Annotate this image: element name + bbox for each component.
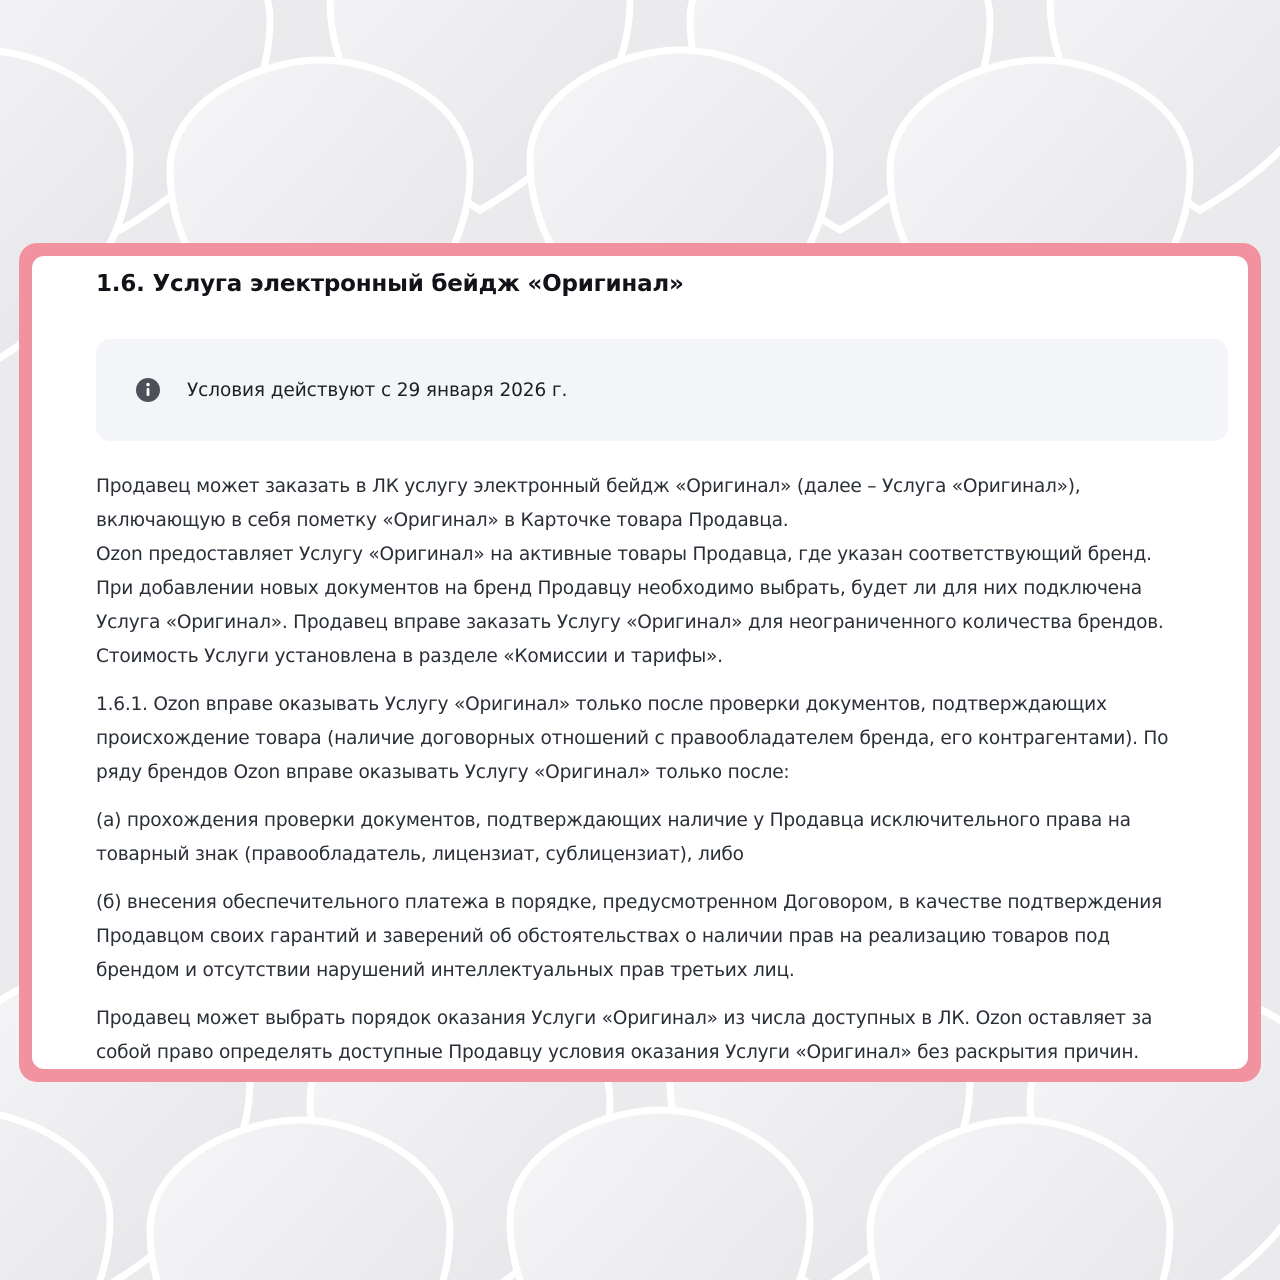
document-body xyxy=(96,470,1231,1069)
text-line: происхождение товара (наличие договорных отношений с правообладателем бренда, его контрагентами). По xyxy=(96,728,1169,749)
text-line: включающую в себя пометку «Оригинал» в Карточке товара Продавца. xyxy=(96,510,789,531)
text-line: брендом и отсутствии нарушений интеллектуальных прав третьих лиц. xyxy=(96,960,795,981)
text-line: товарный знак (правообладатель, лицензиат, сублицензиат), либо xyxy=(96,844,744,865)
paragraph-1-6-1 xyxy=(96,688,1231,790)
section-title: 1.6. Услуга электронный бейдж «Оригинал» xyxy=(96,271,684,297)
document-card xyxy=(32,256,1248,1069)
text-line: Услуга «Оригинал». Продавец вправе заказать Услугу «Оригинал» для неограниченного количества брендов. xyxy=(96,612,1164,633)
text-line: (б) внесения обеспечительного платежа в порядке, предусмотренном Договором, в качестве подтверждения xyxy=(96,892,1162,913)
notice-box xyxy=(96,339,1228,441)
paragraph-intro xyxy=(96,470,1231,674)
paragraph-item-b xyxy=(96,886,1231,988)
card-frame xyxy=(19,243,1261,1082)
text-line: Стоимость Услуги установлена в разделе «Комиссии и тарифы». xyxy=(96,646,723,667)
paragraph-closing xyxy=(96,1002,1231,1069)
notice-text: Условия действуют с 29 января 2026 г. xyxy=(187,379,568,401)
text-line: собой право определять доступные Продавцу условия оказания Услуги «Оригинал» без раскрытия причин. xyxy=(96,1042,1139,1063)
text-line: При добавлении новых документов на бренд Продавцу необходимо выбрать, будет ли для них подключена xyxy=(96,578,1142,599)
text-line: ряду брендов Ozon вправе оказывать Услугу «Оригинал» только после: xyxy=(96,762,790,783)
info-icon xyxy=(136,378,160,402)
text-line: Ozon предоставляет Услугу «Оригинал» на активные товары Продавца, где указан соответствующий бренд. xyxy=(96,544,1152,565)
text-line: Продавцом своих гарантий и заверений об обстоятельствах о наличии прав на реализацию товаров под xyxy=(96,926,1110,947)
paragraph-item-a xyxy=(96,804,1231,872)
text-line: 1.6.1. Ozon вправе оказывать Услугу «Оригинал» только после проверки документов, подтверждающих xyxy=(96,694,1107,715)
text-line: Продавец может выбрать порядок оказания Услуги «Оригинал» из числа доступных в ЛК. Ozon оставляет за xyxy=(96,1008,1153,1029)
text-line: Продавец может заказать в ЛК услугу электронный бейдж «Оригинал» (далее – Услуга «Оригинал»), xyxy=(96,476,1081,497)
text-line: (а) прохождения проверки документов, подтверждающих наличие у Продавца исключительного права на xyxy=(96,810,1131,831)
